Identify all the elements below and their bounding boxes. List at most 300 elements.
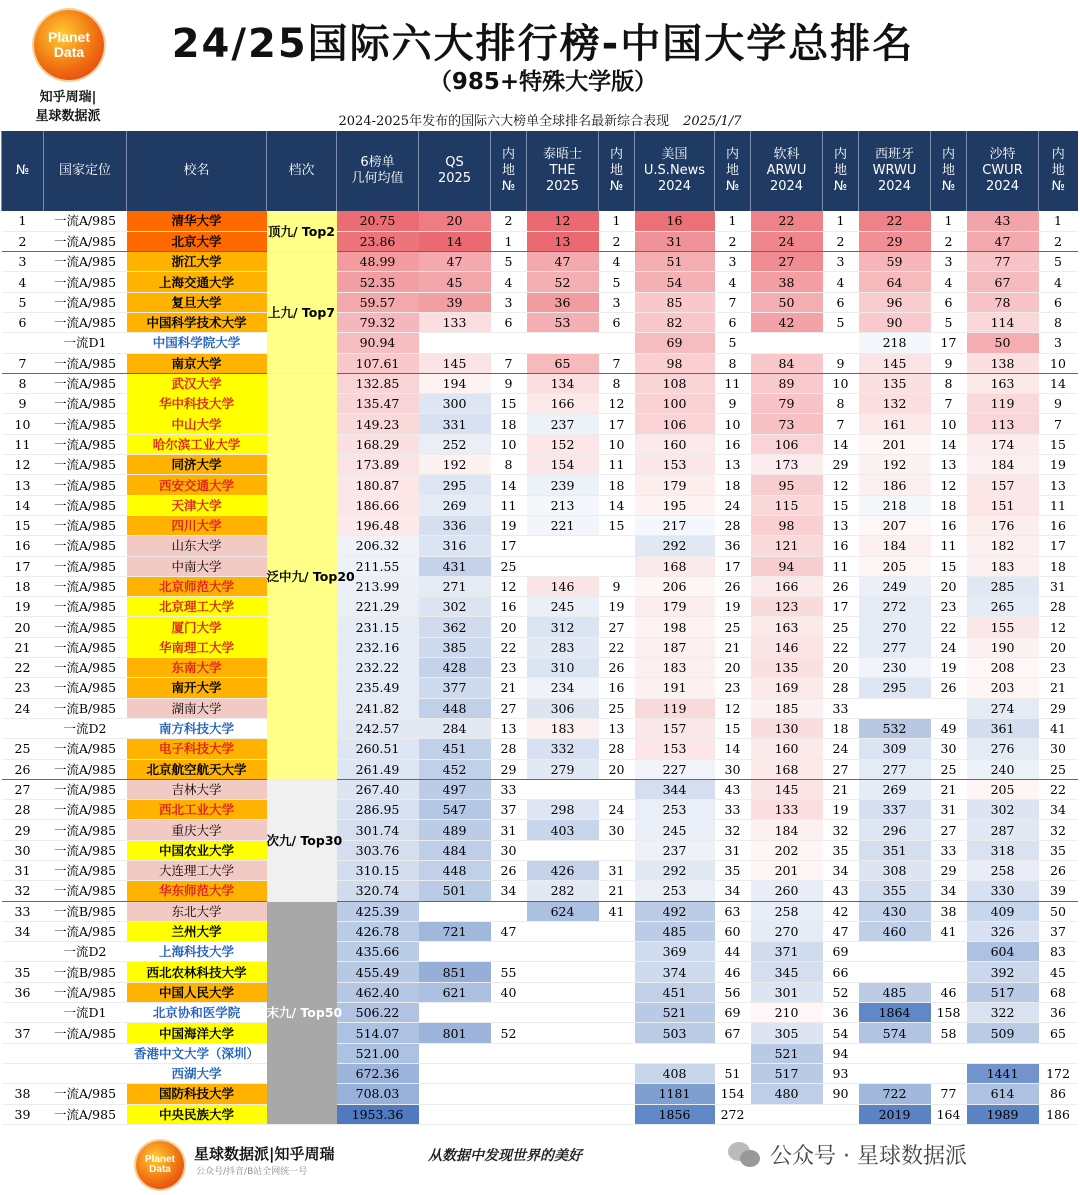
mainland-rank-cell: 8 — [715, 353, 751, 373]
table-row — [2, 231, 1078, 251]
global-rank-cell: 484 — [419, 840, 491, 860]
mainland-rank-cell: 23 — [715, 678, 751, 698]
mainland-rank-cell: 1 — [823, 211, 859, 231]
global-rank-cell: 201 — [751, 861, 823, 881]
mainland-rank-cell: 17 — [715, 556, 751, 576]
mainland-rank-cell: 19 — [599, 597, 635, 617]
global-rank-cell: 53 — [527, 312, 599, 332]
geo-mean-cell: 672.36 — [337, 1063, 419, 1083]
mainland-rank-cell: 5 — [715, 333, 751, 353]
mainland-rank-cell: 3 — [1039, 333, 1078, 353]
positioning-cell: 一流A/985 — [44, 1023, 127, 1043]
rank-cell: 18 — [2, 576, 44, 596]
school-name-cell: 西北工业大学 — [127, 800, 267, 820]
global-rank-cell: 245 — [527, 597, 599, 617]
global-rank-cell: 240 — [967, 759, 1039, 779]
mainland-rank-cell: 33 — [491, 779, 527, 799]
global-rank-cell: 202 — [751, 840, 823, 860]
table-row — [2, 658, 1078, 678]
global-rank-cell: 186 — [859, 475, 931, 495]
global-rank-cell: 722 — [859, 1084, 931, 1104]
geo-mean-cell: 132.85 — [337, 373, 419, 393]
school-name-cell: 浙江大学 — [127, 252, 267, 272]
geo-mean-cell: 1953.36 — [337, 1104, 419, 1124]
positioning-cell: 一流A/985 — [44, 861, 127, 881]
global-rank-cell: 217 — [635, 515, 715, 535]
global-rank-cell: 430 — [859, 901, 931, 921]
column-header — [491, 131, 527, 211]
mainland-rank-cell: 34 — [1039, 800, 1078, 820]
global-rank-cell: 183 — [635, 658, 715, 678]
mainland-rank-cell: 35 — [823, 840, 859, 860]
global-rank-cell: 245 — [635, 820, 715, 840]
global-rank-cell: 269 — [859, 779, 931, 799]
global-rank-cell: 448 — [419, 698, 491, 718]
mainland-rank-cell: 7 — [1039, 414, 1078, 434]
mainland-rank-cell: 14 — [931, 434, 967, 454]
global-rank-cell: 119 — [635, 698, 715, 718]
table-row — [2, 617, 1078, 637]
school-name-cell: 兰州大学 — [127, 921, 267, 941]
table-row — [2, 556, 1078, 576]
school-name-cell: 中国科学院大学 — [127, 333, 267, 353]
mainland-rank-cell: 2 — [931, 231, 967, 251]
global-rank-cell: 361 — [967, 718, 1039, 738]
mainland-rank-cell — [599, 942, 635, 962]
column-header-line: 地 — [609, 162, 623, 178]
global-rank-cell: 374 — [635, 962, 715, 982]
mainland-rank-cell: 13 — [931, 455, 967, 475]
table-row — [2, 597, 1078, 617]
global-rank-cell: 252 — [419, 434, 491, 454]
mainland-rank-cell — [491, 901, 527, 921]
mainland-rank-cell: 9 — [823, 353, 859, 373]
column-header-line: 内 — [833, 146, 847, 162]
mainland-rank-cell: 15 — [1039, 434, 1078, 454]
global-rank-cell — [527, 779, 599, 799]
mainland-rank-cell: 7 — [491, 353, 527, 373]
school-name-cell: 西湖大学 — [127, 1063, 267, 1083]
mainland-rank-cell: 9 — [931, 353, 967, 373]
mainland-rank-cell: 19 — [1039, 455, 1078, 475]
global-rank-cell: 187 — [635, 637, 715, 657]
global-rank-cell: 271 — [419, 576, 491, 596]
mainland-rank-cell — [599, 779, 635, 799]
mainland-rank-cell: 6 — [491, 312, 527, 332]
mainland-rank-cell — [1039, 1043, 1078, 1063]
rank-cell: 39 — [2, 1104, 44, 1124]
global-rank-cell: 130 — [751, 718, 823, 738]
mainland-rank-cell: 25 — [1039, 759, 1078, 779]
global-rank-cell — [527, 962, 599, 982]
caption-date: 2025/1/7 — [683, 114, 742, 129]
school-name-cell: 中国海洋大学 — [127, 1023, 267, 1043]
positioning-cell: 一流A/985 — [44, 373, 127, 393]
mainland-rank-cell: 2 — [491, 211, 527, 231]
global-rank-cell: 624 — [527, 901, 599, 921]
global-rank-cell: 614 — [967, 1084, 1039, 1104]
mainland-rank-cell: 10 — [931, 414, 967, 434]
mainland-rank-cell — [931, 962, 967, 982]
rank-cell: 4 — [2, 272, 44, 292]
positioning-cell: 一流A/985 — [44, 982, 127, 1002]
school-name-cell: 东北大学 — [127, 901, 267, 921]
mainland-rank-cell: 63 — [715, 901, 751, 921]
mainland-rank-cell: 30 — [1039, 739, 1078, 759]
rank-cell: 11 — [2, 434, 44, 454]
global-rank-cell: 161 — [859, 414, 931, 434]
mainland-rank-cell: 172 — [1039, 1063, 1078, 1083]
mainland-rank-cell: 14 — [599, 495, 635, 515]
table-row — [2, 921, 1078, 941]
mainland-rank-cell: 41 — [1039, 718, 1078, 738]
global-rank-cell: 218 — [859, 333, 931, 353]
global-rank-cell: 318 — [967, 840, 1039, 860]
geo-mean-cell: 232.16 — [337, 637, 419, 657]
global-rank-cell: 276 — [967, 739, 1039, 759]
mainland-rank-cell — [491, 1104, 527, 1124]
global-rank-cell: 133 — [751, 800, 823, 820]
mainland-rank-cell: 69 — [823, 942, 859, 962]
geo-mean-cell: 301.74 — [337, 820, 419, 840]
rank-cell — [2, 1003, 44, 1023]
mainland-rank-cell: 5 — [599, 272, 635, 292]
rank-cell: 27 — [2, 779, 44, 799]
mainland-rank-cell: 22 — [599, 637, 635, 657]
column-header-line: 2024 — [985, 179, 1020, 195]
mainland-rank-cell: 18 — [823, 718, 859, 738]
mainland-rank-cell: 19 — [715, 597, 751, 617]
global-rank-cell: 218 — [859, 495, 931, 515]
rank-cell — [2, 942, 44, 962]
school-name-cell: 西安交通大学 — [127, 475, 267, 495]
geo-mean-cell: 235.49 — [337, 678, 419, 698]
global-rank-cell: 166 — [527, 394, 599, 414]
global-rank-cell: 308 — [859, 861, 931, 881]
global-rank-cell: 183 — [527, 718, 599, 738]
global-rank-cell: 485 — [635, 921, 715, 941]
global-rank-cell: 94 — [751, 556, 823, 576]
global-rank-cell: 184 — [859, 536, 931, 556]
positioning-cell: 一流A/985 — [44, 394, 127, 414]
mainland-rank-cell: 27 — [823, 759, 859, 779]
column-header — [2, 131, 44, 211]
mainland-rank-cell: 16 — [715, 434, 751, 454]
mainland-rank-cell: 40 — [491, 982, 527, 1002]
global-rank-cell: 355 — [859, 881, 931, 901]
table-row — [2, 333, 1078, 353]
geo-mean-cell: 23.86 — [337, 231, 419, 251]
geo-mean-cell: 242.57 — [337, 718, 419, 738]
positioning-cell: 一流B/985 — [44, 901, 127, 921]
mainland-rank-cell — [491, 1003, 527, 1023]
global-rank-cell: 385 — [419, 637, 491, 657]
positioning-cell: 一流A/985 — [44, 597, 127, 617]
mainland-rank-cell: 43 — [715, 779, 751, 799]
mainland-rank-cell: 34 — [491, 881, 527, 901]
table-row — [2, 1003, 1078, 1023]
column-header-line: № — [725, 179, 740, 195]
geo-mean-cell: 462.40 — [337, 982, 419, 1002]
geo-mean-cell: 506.22 — [337, 1003, 419, 1023]
mainland-rank-cell: 17 — [1039, 536, 1078, 556]
caption-text: 2024-2025年发布的国际六大榜单全球排名最新综合表现 — [338, 114, 670, 129]
column-header-line: 泰晤士 — [542, 146, 582, 162]
table-row — [2, 1104, 1078, 1124]
tagline-zhihu: 知乎周瑞| — [39, 90, 97, 105]
table-row — [2, 353, 1078, 373]
global-rank-cell: 205 — [859, 556, 931, 576]
mainland-rank-cell: 34 — [715, 881, 751, 901]
mainland-rank-cell: 21 — [599, 881, 635, 901]
mainland-rank-cell: 27 — [599, 617, 635, 637]
global-rank-cell: 20 — [419, 211, 491, 231]
global-rank-cell — [527, 1104, 599, 1124]
school-name-cell: 厦门大学 — [127, 617, 267, 637]
global-rank-cell — [635, 1043, 715, 1063]
ranking-table — [1, 131, 1078, 1125]
positioning-cell: 一流A/985 — [44, 678, 127, 698]
footer-logo — [136, 1141, 184, 1189]
geo-mean-cell: 135.47 — [337, 394, 419, 414]
mainland-rank-cell: 18 — [1039, 556, 1078, 576]
mainland-rank-cell: 18 — [931, 495, 967, 515]
global-rank-cell: 296 — [859, 820, 931, 840]
global-rank-cell: 272 — [859, 597, 931, 617]
mainland-rank-cell: 15 — [931, 556, 967, 576]
global-rank-cell: 309 — [859, 739, 931, 759]
global-rank-cell: 277 — [859, 759, 931, 779]
global-rank-cell: 13 — [527, 231, 599, 251]
global-rank-cell: 574 — [859, 1023, 931, 1043]
global-rank-cell: 721 — [419, 921, 491, 941]
mainland-rank-cell: 20 — [491, 617, 527, 637]
global-rank-cell: 59 — [859, 252, 931, 272]
mainland-rank-cell: 26 — [1039, 861, 1078, 881]
school-name-cell: 中山大学 — [127, 414, 267, 434]
global-rank-cell: 50 — [751, 292, 823, 312]
geo-mean-cell: 320.74 — [337, 881, 419, 901]
mainland-rank-cell: 36 — [715, 536, 751, 556]
mainland-rank-cell: 31 — [599, 861, 635, 881]
table-row — [2, 861, 1078, 881]
global-rank-cell: 119 — [967, 394, 1039, 414]
mainland-rank-cell: 20 — [599, 759, 635, 779]
global-rank-cell: 184 — [967, 455, 1039, 475]
mainland-rank-cell: 35 — [715, 861, 751, 881]
mainland-rank-cell: 14 — [715, 739, 751, 759]
global-rank-cell: 138 — [967, 353, 1039, 373]
mainland-rank-cell: 20 — [931, 576, 967, 596]
positioning-cell: 一流A/985 — [44, 840, 127, 860]
global-rank-cell: 345 — [751, 962, 823, 982]
mainland-rank-cell: 32 — [715, 820, 751, 840]
global-rank-cell: 517 — [751, 1063, 823, 1083]
school-name-cell: 北京师范大学 — [127, 576, 267, 596]
global-rank-cell: 151 — [967, 495, 1039, 515]
mainland-rank-cell: 23 — [491, 658, 527, 678]
global-rank-cell: 316 — [419, 536, 491, 556]
mainland-rank-cell: 3 — [931, 252, 967, 272]
mainland-rank-cell: 158 — [931, 1003, 967, 1023]
mainland-rank-cell: 83 — [1039, 942, 1078, 962]
positioning-cell: 一流A/985 — [44, 556, 127, 576]
mainland-rank-cell: 29 — [931, 861, 967, 881]
mainland-rank-cell: 25 — [715, 617, 751, 637]
rank-cell: 7 — [2, 353, 44, 373]
mainland-rank-cell: 3 — [491, 292, 527, 312]
mainland-rank-cell: 56 — [715, 982, 751, 1002]
rank-cell: 15 — [2, 515, 44, 535]
mainland-rank-cell — [599, 1063, 635, 1083]
global-rank-cell: 428 — [419, 658, 491, 678]
positioning-cell: 一流A/985 — [44, 515, 127, 535]
geo-mean-cell: 20.75 — [337, 211, 419, 231]
table-row — [2, 272, 1078, 292]
global-rank-cell: 207 — [859, 515, 931, 535]
positioning-cell: 一流A/985 — [44, 617, 127, 637]
school-name-cell: 国防科技大学 — [127, 1084, 267, 1104]
global-rank-cell: 326 — [967, 921, 1039, 941]
geo-mean-cell: 303.76 — [337, 840, 419, 860]
mainland-rank-cell: 9 — [599, 576, 635, 596]
mainland-rank-cell: 44 — [715, 942, 751, 962]
mainland-rank-cell: 33 — [931, 840, 967, 860]
mainland-rank-cell: 5 — [491, 252, 527, 272]
table-row — [2, 475, 1078, 495]
global-rank-cell: 38 — [751, 272, 823, 292]
global-rank-cell: 185 — [751, 698, 823, 718]
column-header-line: 几何均值 — [351, 171, 404, 186]
table-row — [2, 759, 1078, 779]
global-rank-cell — [419, 1063, 491, 1083]
global-rank-cell: 503 — [635, 1023, 715, 1043]
global-rank-cell: 1181 — [635, 1084, 715, 1104]
global-rank-cell: 51 — [635, 252, 715, 272]
global-rank-cell: 113 — [967, 414, 1039, 434]
global-rank-cell: 43 — [967, 211, 1039, 231]
mainland-rank-cell: 4 — [599, 252, 635, 272]
mainland-rank-cell: 20 — [1039, 637, 1078, 657]
mainland-rank-cell: 18 — [715, 475, 751, 495]
geo-mean-cell: 231.15 — [337, 617, 419, 637]
table-row — [2, 800, 1078, 820]
global-rank-cell — [419, 901, 491, 921]
rank-cell — [2, 1063, 44, 1083]
mainland-rank-cell: 7 — [599, 353, 635, 373]
column-header-line: 地 — [501, 162, 515, 178]
global-rank-cell — [527, 1043, 599, 1063]
global-rank-cell: 160 — [635, 434, 715, 454]
global-rank-cell: 132 — [859, 394, 931, 414]
mainland-rank-cell: 41 — [599, 901, 635, 921]
mainland-rank-cell: 25 — [491, 556, 527, 576]
mainland-rank-cell: 21 — [1039, 678, 1078, 698]
table-row — [2, 414, 1078, 434]
rank-cell: 21 — [2, 637, 44, 657]
mainland-rank-cell: 6 — [599, 312, 635, 332]
mainland-rank-cell: 1 — [1039, 211, 1078, 231]
global-rank-cell: 336 — [419, 515, 491, 535]
global-rank-cell: 47 — [967, 231, 1039, 251]
table-row — [2, 252, 1078, 272]
mainland-rank-cell: 8 — [931, 373, 967, 393]
global-rank-cell: 249 — [859, 576, 931, 596]
footer — [0, 1131, 1080, 1195]
mainland-rank-cell: 90 — [823, 1084, 859, 1104]
global-rank-cell — [527, 840, 599, 860]
rank-cell: 32 — [2, 881, 44, 901]
column-header-line: WRWU — [872, 162, 917, 178]
positioning-cell: 一流A/985 — [44, 1104, 127, 1124]
mainland-rank-cell: 25 — [823, 617, 859, 637]
school-name-cell: 清华大学 — [127, 211, 267, 231]
global-rank-cell: 489 — [419, 820, 491, 840]
mainland-rank-cell: 31 — [715, 840, 751, 860]
global-rank-cell: 47 — [527, 252, 599, 272]
positioning-cell: 一流A/985 — [44, 414, 127, 434]
mainland-rank-cell: 21 — [491, 678, 527, 698]
mainland-rank-cell: 19 — [491, 515, 527, 535]
mainland-rank-cell: 30 — [599, 820, 635, 840]
global-rank-cell: 208 — [967, 658, 1039, 678]
mainland-rank-cell: 8 — [1039, 312, 1078, 332]
mainland-rank-cell: 30 — [931, 739, 967, 759]
column-header — [635, 131, 715, 211]
global-rank-cell: 344 — [635, 779, 715, 799]
mainland-rank-cell: 8 — [491, 455, 527, 475]
wechat-icon — [728, 1142, 762, 1168]
global-rank-cell: 47 — [419, 252, 491, 272]
mainland-rank-cell: 7 — [715, 292, 751, 312]
global-rank-cell: 501 — [419, 881, 491, 901]
mainland-rank-cell: 41 — [931, 921, 967, 941]
global-rank-cell: 154 — [527, 455, 599, 475]
global-rank-cell: 1441 — [967, 1063, 1039, 1083]
mainland-rank-cell: 77 — [931, 1084, 967, 1104]
table-row — [2, 739, 1078, 759]
global-rank-cell: 230 — [859, 658, 931, 678]
global-rank-cell: 300 — [419, 394, 491, 414]
mainland-rank-cell: 93 — [823, 1063, 859, 1083]
global-rank-cell: 160 — [751, 739, 823, 759]
mainland-rank-cell: 164 — [931, 1104, 967, 1124]
global-rank-cell: 168 — [751, 759, 823, 779]
global-rank-cell: 69 — [635, 333, 715, 353]
column-header-line: 6榜单 — [360, 154, 395, 170]
positioning-cell: 一流A/985 — [44, 536, 127, 556]
global-rank-cell: 497 — [419, 779, 491, 799]
global-rank-cell: 269 — [419, 495, 491, 515]
column-header-line: 2024 — [877, 179, 912, 195]
wechat-account-label: 公众号 · 星球数据派 — [770, 1144, 967, 1169]
school-name-cell: 北京协和医学院 — [127, 1003, 267, 1023]
rank-cell: 6 — [2, 312, 44, 332]
school-name-cell: 北京大学 — [127, 231, 267, 251]
column-header-line: 沙特 — [989, 146, 1016, 162]
global-rank-cell: 521 — [751, 1043, 823, 1063]
rank-cell: 16 — [2, 536, 44, 556]
page-subtitle: （985+特殊大学版） — [428, 69, 658, 95]
mainland-rank-cell: 11 — [931, 536, 967, 556]
global-rank-cell: 253 — [635, 881, 715, 901]
mainland-rank-cell: 16 — [1039, 515, 1078, 535]
mainland-rank-cell: 12 — [491, 576, 527, 596]
mainland-rank-cell: 12 — [931, 475, 967, 495]
column-header-line: № — [1051, 179, 1066, 195]
mainland-rank-cell: 12 — [715, 698, 751, 718]
global-rank-cell: 210 — [751, 1003, 823, 1023]
